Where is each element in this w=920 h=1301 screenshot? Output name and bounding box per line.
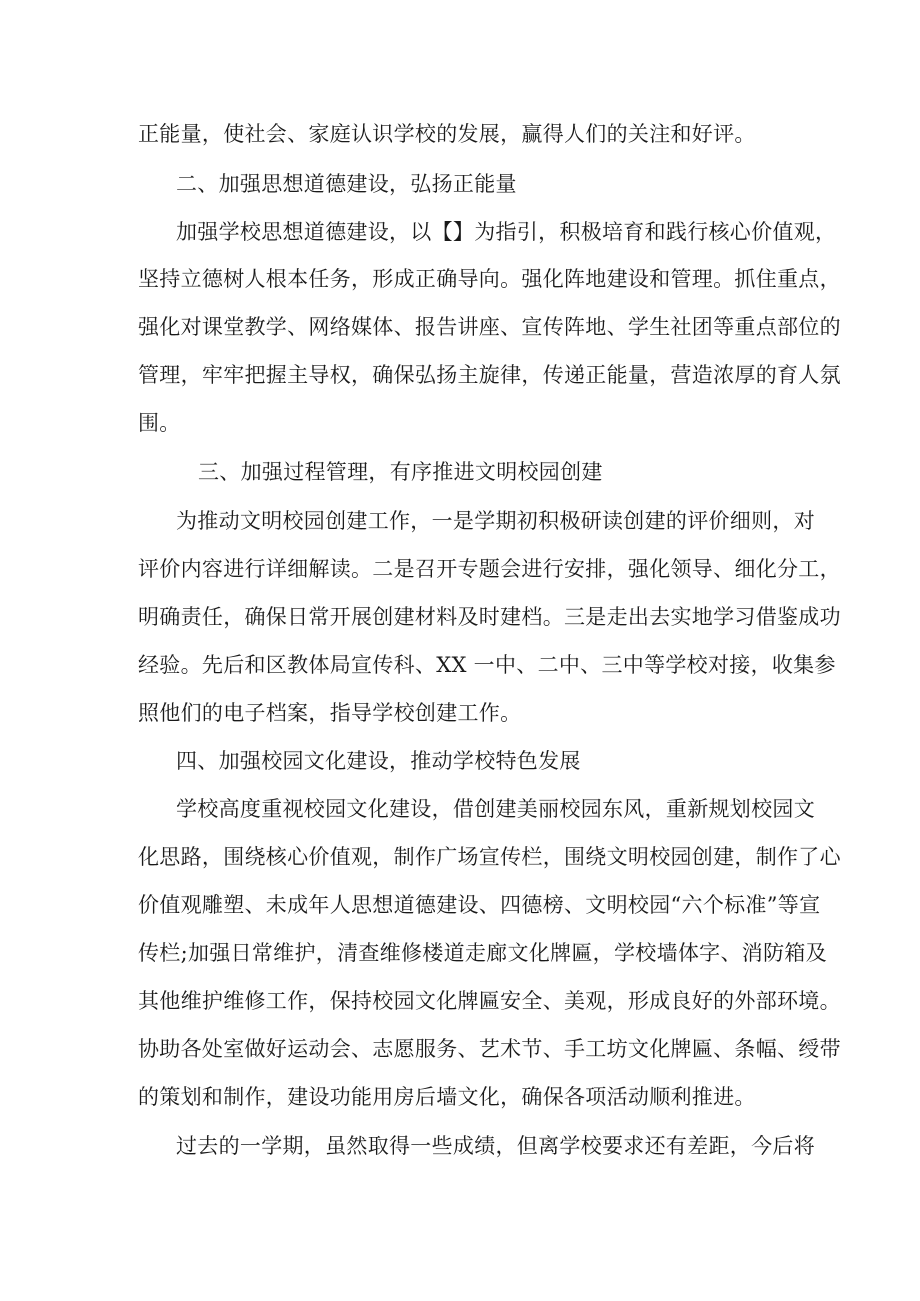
paragraph-line: 为推动文明校园创建工作，一是学期初积极研读创建的评价细则，对 bbox=[176, 509, 815, 533]
paragraph-line: 的策划和制作，建设功能用房后墙文化，确保各项活动顺利推进。 bbox=[138, 1085, 756, 1109]
paragraph-line: 学校高度重视校园文化建设，借创建美丽校园东风，重新规划校园文 bbox=[176, 797, 815, 821]
paragraph-line: 传栏;加强日常维护，清查维修楼道走廊文化牌匾，学校墙体字、消防箱及 bbox=[138, 941, 827, 965]
paragraph-line: 明确责任，确保日常开展创建材料及时建档。三是走出去实地学习借鉴成功 bbox=[138, 605, 841, 629]
paragraph-line: 经验。先后和区教体局宣传科、XX 一中、二中、三中等学校对接，收集参 bbox=[138, 653, 836, 677]
paragraph-line: 坚持立德树人根本任务，形成正确导向。强化阵地建设和管理。抓住重点， bbox=[138, 267, 841, 291]
paragraph-line: 协助各处室做好运动会、志愿服务、艺术节、手工坊文化牌匾、条幅、绶带 bbox=[138, 1037, 841, 1061]
paragraph-line: 管理，牢牢把握主导权，确保弘扬主旋律，传递正能量，营造浓厚的育人氛 bbox=[138, 363, 841, 387]
paragraph-line: 评价内容进行详细解读。二是召开专题会进行安排，强化领导、细化分工， bbox=[138, 557, 841, 581]
paragraph-line: 过去的一学期，虽然取得一些成绩，但离学校要求还有差距，今后将 bbox=[176, 1134, 815, 1158]
paragraph-line: 正能量，使社会、家庭认识学校的发展，赢得人们的关注和好评。 bbox=[138, 122, 756, 146]
paragraph-line: 化思路，围绕核心价值观，制作广场宣传栏，围绕文明校园创建，制作了心 bbox=[138, 845, 841, 869]
paragraph-line: 加强学校思想道德建设，以【】为指引，积极培育和践行核心价值观， bbox=[176, 220, 837, 244]
section-heading-two: 二、加强思想道德建设，弘扬正能量 bbox=[176, 172, 517, 196]
paragraph-line: 其他维护维修工作，保持校园文化牌匾安全、美观，形成良好的外部环境。 bbox=[138, 989, 841, 1013]
paragraph-line: 照他们的电子档案，指导学校创建工作。 bbox=[138, 701, 522, 725]
paragraph-line: 价值观雕塑、未成年人思想道德建设、四德榜、文明校园“六个标准”等宣 bbox=[138, 893, 821, 917]
paragraph-line: 强化对课堂教学、网络媒体、报告讲座、宣传阵地、学生社团等重点部位的 bbox=[138, 315, 841, 339]
paragraph-line: 围。 bbox=[138, 411, 181, 435]
section-heading-three: 三、加强过程管理，有序推进文明校园创建 bbox=[198, 460, 603, 484]
section-heading-four: 四、加强校园文化建设，推动学校特色发展 bbox=[176, 749, 581, 773]
